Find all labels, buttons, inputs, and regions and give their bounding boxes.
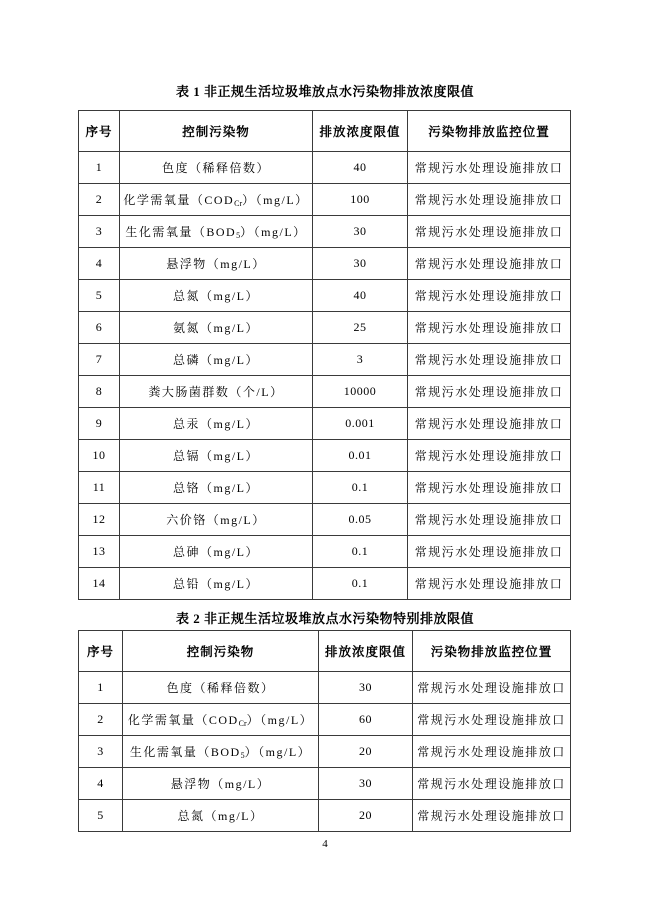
cell-location: 常规污水处理设施排放口 (413, 768, 571, 800)
table-row (79, 704, 571, 736)
cell-limit: 30 (313, 216, 408, 248)
cell-limit: 60 (319, 704, 413, 736)
cell-location: 常规污水处理设施排放口 (408, 216, 571, 248)
cell-pollutant: 生化需氧量$(BOD_5)(mg/L)$ (120, 216, 313, 248)
cell-pollutant: 化学需氧量$(COD_{Cr})(mg/L)$ (123, 704, 319, 736)
table1-body (79, 152, 571, 600)
cell-location: 常规污水处理设施排放口 (408, 568, 571, 600)
cell-seq: 7 (79, 344, 120, 376)
cell-location: 常规污水处理设施排放口 (413, 736, 571, 768)
cell-limit: 0.1 (313, 472, 408, 504)
cell-pollutant: 氨氮（mg/L） (120, 312, 313, 344)
table-row (79, 472, 571, 504)
table1-title: 表 1 非正规生活垃圾堆放点水污染物排放浓度限值 (175, 84, 474, 99)
cell-pollutant: 生化需氧量$(BOD_5)(mg/L)$ (123, 736, 319, 768)
cell-limit: 30 (319, 672, 413, 704)
cell-seq: 5 (79, 280, 120, 312)
cell-seq: 2 (79, 704, 123, 736)
table-row (79, 248, 571, 280)
table-row (79, 504, 571, 536)
cell-pollutant: 总磷（mg/L） (120, 344, 313, 376)
cell-pollutant: 悬浮物（mg/L） (123, 768, 319, 800)
column-header: 序号 (79, 631, 123, 672)
cell-location: 常规污水处理设施排放口 (408, 248, 571, 280)
cell-limit: 40 (313, 280, 408, 312)
cell-seq: 12 (79, 504, 120, 536)
table-row (79, 312, 571, 344)
cell-location: 常规污水处理设施排放口 (408, 344, 571, 376)
column-header: 排放浓度限值 (319, 631, 413, 672)
cell-seq: 3 (79, 736, 123, 768)
table-row (79, 440, 571, 472)
table-row (79, 736, 571, 768)
cell-limit: 100 (313, 184, 408, 216)
table-row (79, 280, 571, 312)
cell-seq: 3 (79, 216, 120, 248)
table1-header (79, 111, 571, 152)
cell-pollutant: 总氮（mg/L） (123, 800, 319, 832)
cell-pollutant: 六价铬（mg/L） (120, 504, 313, 536)
table2-title: 表 2 非正规生活垃圾堆放点水污染物特别排放限值 (175, 611, 474, 626)
cell-pollutant: 总铅（mg/L） (120, 568, 313, 600)
cell-location: 常规污水处理设施排放口 (408, 504, 571, 536)
cell-limit: 20 (319, 736, 413, 768)
table-row (79, 768, 571, 800)
cell-limit: 40 (313, 152, 408, 184)
cell-location: 常规污水处理设施排放口 (413, 704, 571, 736)
column-header: 序号 (79, 111, 120, 152)
cell-limit: 30 (319, 768, 413, 800)
cell-limit: 0.001 (313, 408, 408, 440)
cell-seq: 2 (79, 184, 120, 216)
column-header: 排放浓度限值 (313, 111, 408, 152)
table-row (79, 408, 571, 440)
cell-location: 常规污水处理设施排放口 (413, 672, 571, 704)
table-row (79, 216, 571, 248)
table-row (79, 568, 571, 600)
header-row (79, 631, 571, 672)
cell-location: 常规污水处理设施排放口 (408, 184, 571, 216)
cell-seq: 10 (79, 440, 120, 472)
cell-seq: 1 (79, 152, 120, 184)
cell-seq: 4 (79, 768, 123, 800)
cell-location: 常规污水处理设施排放口 (408, 152, 571, 184)
cell-seq: 14 (79, 568, 120, 600)
cell-location: 常规污水处理设施排放口 (413, 800, 571, 832)
cell-limit: 0.1 (313, 536, 408, 568)
column-header: 控制污染物 (123, 631, 319, 672)
cell-pollutant: 色度（稀释倍数） (123, 672, 319, 704)
cell-seq: 5 (79, 800, 123, 832)
column-header: 控制污染物 (120, 111, 313, 152)
cell-seq: 11 (79, 472, 120, 504)
cell-limit: 25 (313, 312, 408, 344)
table-row (79, 800, 571, 832)
cell-location: 常规污水处理设施排放口 (408, 440, 571, 472)
cell-pollutant: 总汞（mg/L） (120, 408, 313, 440)
cell-pollutant: 化学需氧量$(COD_{Cr})(mg/L)$ (120, 184, 313, 216)
cell-seq: 4 (79, 248, 120, 280)
cell-pollutant: 悬浮物（mg/L） (120, 248, 313, 280)
header-row (79, 111, 571, 152)
cell-limit: 20 (319, 800, 413, 832)
cell-location: 常规污水处理设施排放口 (408, 312, 571, 344)
cell-seq: 8 (79, 376, 120, 408)
cell-limit: 0.01 (313, 440, 408, 472)
cell-seq: 9 (79, 408, 120, 440)
table-row (79, 184, 571, 216)
cell-limit: 0.1 (313, 568, 408, 600)
column-header: 污染物排放监控位置 (413, 631, 571, 672)
cell-location: 常规污水处理设施排放口 (408, 472, 571, 504)
cell-seq: 13 (79, 536, 120, 568)
table-row (79, 344, 571, 376)
column-header: 污染物排放监控位置 (408, 111, 571, 152)
cell-seq: 6 (79, 312, 120, 344)
table2-body (79, 672, 571, 832)
cell-pollutant: 色度（稀释倍数） (120, 152, 313, 184)
cell-location: 常规污水处理设施排放口 (408, 376, 571, 408)
cell-location: 常规污水处理设施排放口 (408, 536, 571, 568)
page-number: 4 (322, 838, 328, 850)
cell-seq: 1 (79, 672, 123, 704)
cell-pollutant: 总铬（mg/L） (120, 472, 313, 504)
cell-pollutant: 粪大肠菌群数（个/L） (120, 376, 313, 408)
cell-limit: 10000 (313, 376, 408, 408)
table2-header (79, 631, 571, 672)
table-row (79, 376, 571, 408)
cell-location: 常规污水处理设施排放口 (408, 280, 571, 312)
table2-special-limits (78, 630, 571, 832)
cell-limit: 30 (313, 248, 408, 280)
table-row (79, 152, 571, 184)
table-row (79, 536, 571, 568)
cell-location: 常规污水处理设施排放口 (408, 408, 571, 440)
cell-pollutant: 总氮（mg/L） (120, 280, 313, 312)
cell-pollutant: 总砷（mg/L） (120, 536, 313, 568)
table1-pollutant-limits (78, 110, 571, 600)
table-row (79, 672, 571, 704)
cell-limit: 3 (313, 344, 408, 376)
cell-limit: 0.05 (313, 504, 408, 536)
cell-pollutant: 总镉（mg/L） (120, 440, 313, 472)
